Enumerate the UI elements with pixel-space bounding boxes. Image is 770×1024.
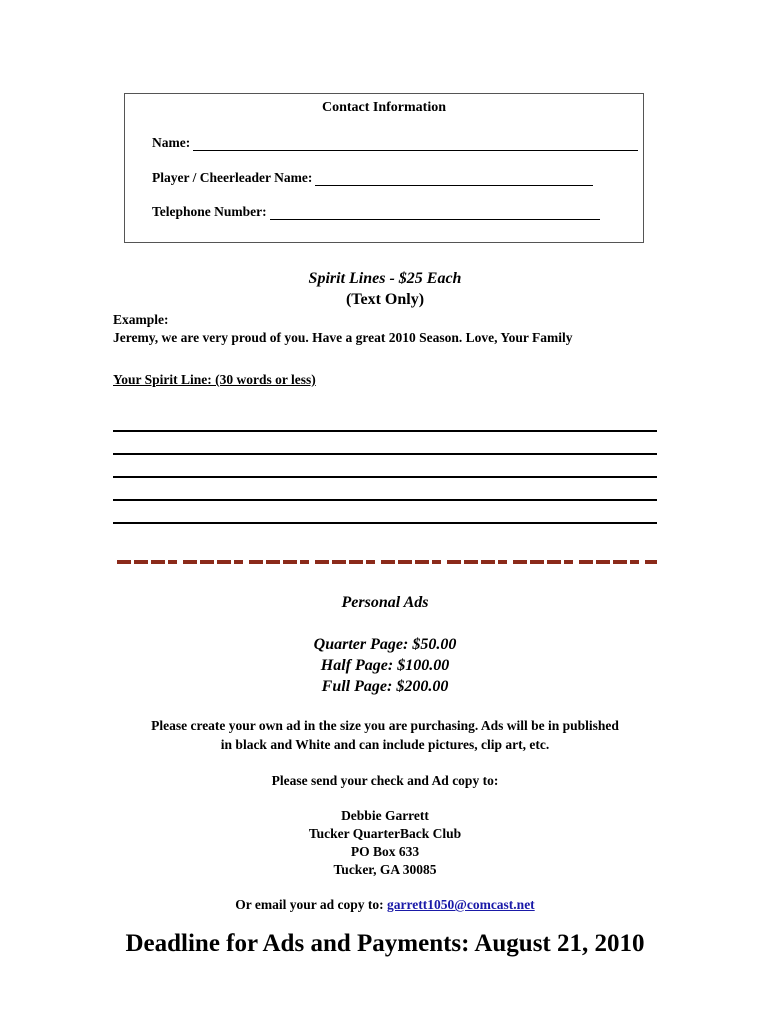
name-input-line[interactable] bbox=[193, 136, 638, 151]
spirit-line-2[interactable] bbox=[113, 453, 657, 455]
email-link[interactable]: garrett1050@comcast.net bbox=[387, 897, 535, 912]
deadline-text: Deadline for Ads and Payments: August 21, 2010 bbox=[125, 930, 645, 957]
spirit-lines-title: Spirit Lines - $25 Each bbox=[308, 270, 462, 287]
half-page-price: Half Page: $100.00 bbox=[320, 657, 450, 674]
address-po-box: PO Box 633 bbox=[350, 844, 420, 859]
instructions-line-1: Please create your own ad in the size you are purchasing. Ads will be in published bbox=[151, 718, 619, 733]
spirit-line-3[interactable] bbox=[113, 476, 657, 478]
player-name-input-line[interactable] bbox=[315, 171, 593, 186]
contact-title: Contact Information bbox=[321, 100, 447, 115]
address-city: Tucker, GA 30085 bbox=[333, 862, 437, 877]
quarter-page-price: Quarter Page: $50.00 bbox=[313, 636, 457, 653]
example-label: Example: bbox=[113, 312, 169, 327]
send-instructions: Please send your check and Ad copy to: bbox=[271, 773, 499, 788]
your-spirit-line-label: Your Spirit Line: (30 words or less) bbox=[113, 372, 316, 387]
cut-here-dashed-line bbox=[117, 560, 657, 564]
instructions-line-2: in black and White and can include pictures, clip art, etc. bbox=[220, 737, 550, 752]
full-page-price: Full Page: $200.00 bbox=[321, 678, 449, 695]
name-field[interactable] bbox=[152, 135, 638, 151]
telephone-label: Telephone Number: bbox=[152, 204, 267, 219]
address-club: Tucker QuarterBack Club bbox=[308, 826, 462, 841]
email-prefix: Or email your ad copy to: bbox=[235, 897, 384, 912]
example-text: Jeremy, we are very proud of you. Have a great 2010 Season. Love, Your Family bbox=[113, 330, 573, 345]
address-name: Debbie Garrett bbox=[341, 808, 429, 823]
spirit-line-5[interactable] bbox=[113, 522, 657, 524]
telephone-field[interactable] bbox=[152, 204, 600, 220]
player-name-field[interactable] bbox=[152, 170, 593, 186]
personal-ads-title: Personal Ads bbox=[341, 594, 429, 611]
email-line bbox=[0, 897, 770, 913]
player-name-label: Player / Cheerleader Name: bbox=[152, 170, 313, 185]
name-label: Name: bbox=[152, 135, 191, 150]
spirit-line-4[interactable] bbox=[113, 499, 657, 501]
spirit-line-1[interactable] bbox=[113, 430, 657, 432]
spirit-lines-subtitle: (Text Only) bbox=[345, 291, 425, 308]
contact-info-box bbox=[124, 93, 644, 243]
telephone-input-line[interactable] bbox=[270, 205, 600, 220]
